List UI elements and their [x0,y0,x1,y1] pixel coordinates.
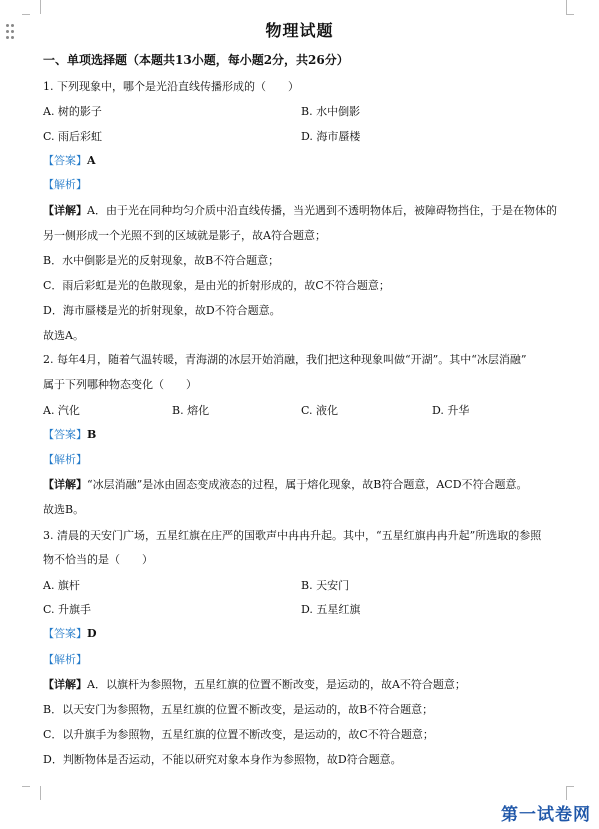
crop-mark-top-left [30,0,41,14]
q3-option-b: B. 天安门 [301,579,350,592]
q1-detail-line: D．海市蜃楼是光的折射现象，故D不符合题意。 [43,304,281,317]
q1-option-a: A. 树的影子 [43,105,102,118]
q1-conclusion: 故选A。 [43,329,84,342]
crop-mark-top-right-h [566,14,574,15]
crop-mark-bottom-left-h [22,786,30,787]
answer-tag: 【答案】 [43,154,87,167]
q3-option-c: C. 升旗手 [43,603,92,616]
answer-value: B [87,428,97,441]
q3-detail-line: B．以天安门为参照物，五星红旗的位置不断改变，是运动的，故B不符合题意； [43,703,434,716]
q1-answer [43,154,96,168]
q2-conclusion: 故选B。 [43,503,85,516]
crop-mark-bottom-right-h [566,786,574,787]
q2-answer [43,428,96,442]
q2-option-b: B. 熔化 [172,404,210,417]
q3-detail-line: D．判断物体是否运动，不能以研究对象本身作为参照物，故D符合题意。 [43,753,402,766]
q1-option-b: B. 水中倒影 [301,105,361,118]
q2-analysis-tag: 【解析】 [43,453,87,466]
q1-detail-line [43,204,557,218]
answer-value: D [87,627,97,640]
q1-analysis-tag: 【解析】 [43,178,87,191]
question-3-stem-cont: 物不恰当的是（ ） [43,553,153,566]
question-1-stem: 1. 下列现象中，哪个是光沿直线传播形成的（ ） [43,80,299,93]
crop-mark-top-left-h [22,14,30,15]
q1-detail-line: 另一侧形成一个光照不到的区域就是影子，故A符合题意； [43,229,326,242]
q2-option-d: D. 升华 [432,404,470,417]
answer-tag: 【答案】 [43,627,87,640]
q2-option-c: C. 液化 [301,404,339,417]
q1-option-c: C. 雨后彩虹 [43,130,103,143]
q2-detail-line [43,478,528,492]
detail-text: A．以旗杆为参照物，五星红旗的位置不断改变，是运动的，故A不符合题意； [87,678,466,691]
q1-option-d: D. 海市蜃楼 [301,130,361,143]
site-watermark: 第一试卷网 [501,805,591,825]
detail-text: A．由于光在同种均匀介质中沿直线传播，当光遇到不透明物体后，被障碍物挡住，于是在物体的 [87,204,557,217]
question-2-stem: 2. 每年4月，随着气温转暖，青海湖的冰层开始消融，我们把这种现象叫做“开湖”。其中“冰层消融” [43,353,527,366]
crop-mark-bottom-left [30,786,41,800]
crop-mark-top-right [566,0,577,14]
question-3-stem: 3. 清晨的天安门广场，五星红旗在庄严的国歌声中冉冉升起。其中，“五星红旗冉冉升起”所选取的参照 [43,529,542,542]
detail-tag: 【详解】 [43,478,87,491]
detail-tag: 【详解】 [43,204,87,217]
q3-detail-line [43,678,466,692]
q3-detail-line: C．以升旗手为参照物，五星红旗的位置不断改变，是运动的，故C不符合题意； [43,728,434,741]
q3-answer [43,627,97,641]
detail-tag: 【详解】 [43,678,87,691]
q1-detail-line: C．雨后彩虹是光的色散现象，是由光的折射形成的，故C不符合题意； [43,279,390,292]
document-title: 物理试题 [265,21,334,40]
q1-detail-line: B．水中倒影是光的反射现象，故B不符合题意； [43,254,280,267]
answer-tag: 【答案】 [43,428,87,441]
crop-mark-bottom-right [566,786,577,800]
section-heading: 一、单项选择题（本题共13小题，每小题2分，共26分） [43,53,349,67]
q2-option-a: A. 汽化 [43,404,80,417]
q3-analysis-tag: 【解析】 [43,653,87,666]
answer-value: A [87,154,96,167]
detail-text: “冰层消融”是冰由固态变成液态的过程，属于熔化现象，故B符合题意，ACD不符合题意。 [87,478,528,491]
q3-option-d: D. 五星红旗 [301,603,361,616]
q3-option-a: A. 旗杆 [43,579,80,592]
question-2-stem-cont: 属于下列哪种物态变化（ ） [43,378,197,391]
